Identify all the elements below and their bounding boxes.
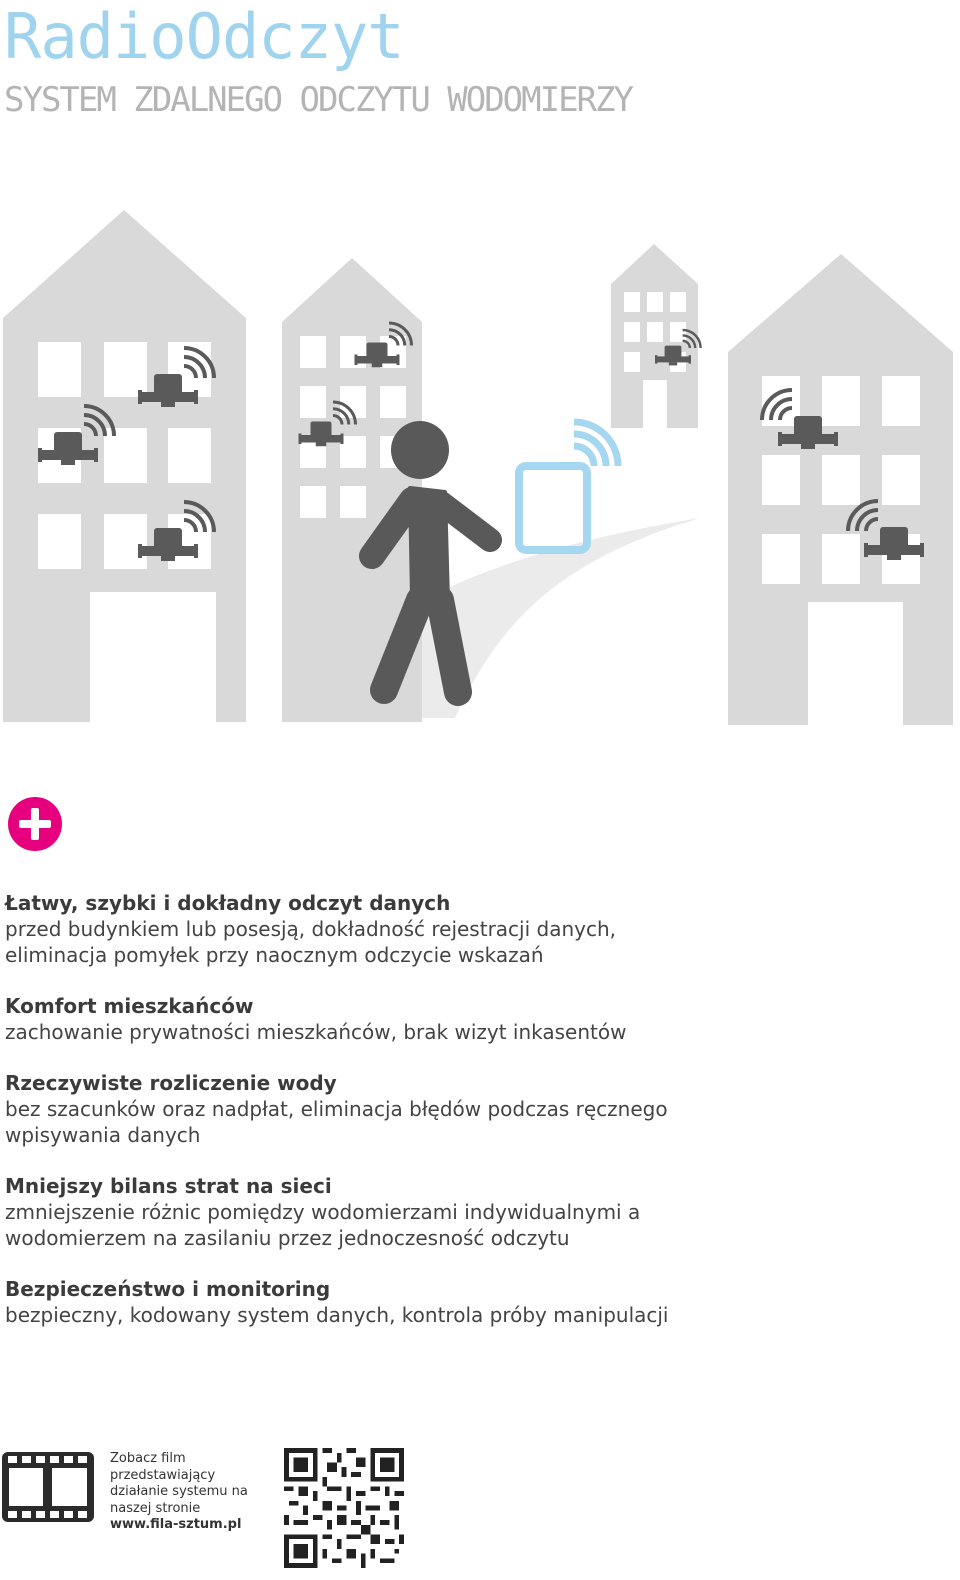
benefit-text: zachowanie prywatności mieszkańców, brak wizyt inkasentów xyxy=(5,1020,627,1044)
benefit-title: Rzeczywiste rozliczenie wody xyxy=(5,1071,337,1095)
city-illustration xyxy=(0,200,960,730)
tablet-icon xyxy=(519,422,618,550)
benefit-text: wodomierzem na zasilaniu przez jednoczesność odczytu xyxy=(5,1226,570,1250)
app-title: RadioOdczyt xyxy=(4,0,404,73)
benefit-text: bezpieczny, kodowany system danych, kontrola próby manipulacji xyxy=(5,1303,669,1327)
footer xyxy=(0,1445,960,1580)
benefit-item xyxy=(5,1070,935,1148)
qr-code-icon[interactable] xyxy=(284,1448,404,1568)
benefit-item xyxy=(5,1173,935,1251)
benefit-title: Łatwy, szybki i dokładny odczyt danych xyxy=(5,891,451,915)
benefits-list xyxy=(5,890,935,1353)
footer-line: Zobacz film xyxy=(110,1451,186,1466)
app-subtitle: SYSTEM ZDALNEGO ODCZYTU WODOMIERZY xyxy=(4,80,632,120)
benefit-item xyxy=(5,1276,935,1328)
benefit-title: Komfort mieszkańców xyxy=(5,994,254,1018)
benefit-text: przed budynkiem lub posesją, dokładność rejestracji danych, xyxy=(5,917,617,941)
benefit-text: zmniejszenie różnic pomiędzy wodomierzami indywidualnymi a xyxy=(5,1200,641,1224)
website-link[interactable]: www.fila-sztum.pl xyxy=(110,1517,242,1532)
footer-line: naszej stronie xyxy=(110,1500,201,1516)
building-icon xyxy=(728,254,953,725)
benefit-title: Mniejszy bilans strat na sieci xyxy=(5,1174,332,1198)
film-strip-icon[interactable] xyxy=(2,1452,94,1522)
benefit-text: wpisywania danych xyxy=(5,1123,201,1147)
benefit-text: bez szacunków oraz nadpłat, eliminacja błędów podczas ręcznego xyxy=(5,1097,668,1121)
benefit-item xyxy=(5,993,935,1045)
plus-icon xyxy=(8,797,62,851)
building-icon xyxy=(3,210,246,722)
footer-line: przedstawiający xyxy=(110,1467,216,1483)
benefit-item xyxy=(5,890,935,968)
footer-text xyxy=(110,1451,280,1534)
benefit-text: eliminacja pomyłek przy naocznym odczycie wskazań xyxy=(5,943,544,967)
footer-line: działanie systemu na xyxy=(110,1484,248,1499)
benefit-title: Bezpieczeństwo i monitoring xyxy=(5,1277,331,1301)
